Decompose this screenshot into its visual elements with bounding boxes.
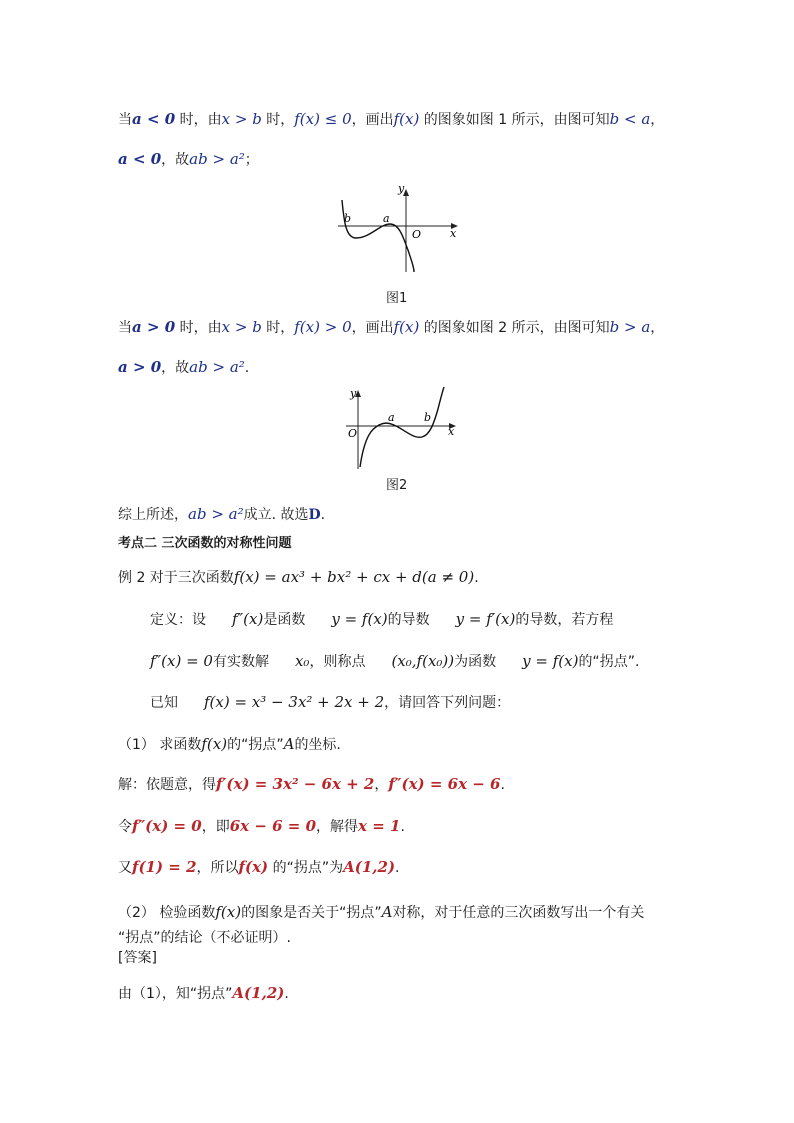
- math-y-fx: y = f(x): [522, 652, 579, 670]
- label-x: x: [450, 227, 457, 240]
- math-ab-gt-a2: ab > a²: [188, 505, 244, 523]
- math-f-prime: f′(x) = 3x² − 6x + 2: [216, 775, 375, 793]
- text: ，解得: [316, 819, 359, 835]
- math-fx: f(x): [215, 903, 242, 921]
- section-heading: 考点二 三次函数的对称性问题: [118, 536, 292, 551]
- text: （2） 检验函数: [118, 905, 216, 921]
- label-y: y: [350, 387, 357, 400]
- text: 的导数: [387, 612, 430, 628]
- case1-line2: [118, 148, 259, 171]
- math-point: (x₀,f(x₀)): [391, 652, 455, 670]
- text: ，故: [161, 360, 190, 376]
- text: 当: [118, 112, 132, 128]
- text: ，: [374, 777, 389, 793]
- text: ，: [650, 112, 665, 128]
- math-fx-gt-0: f(x) > 0: [294, 318, 352, 336]
- final-line: [118, 982, 289, 1005]
- text: 由（1），知“拐点”: [118, 986, 233, 1002]
- text: 例 2 对于三次函数: [118, 570, 234, 586]
- math-point-A: A(1,2): [232, 984, 285, 1002]
- text: 的“拐点”.: [578, 654, 640, 670]
- label-origin: O: [348, 427, 358, 440]
- question-1: [118, 733, 341, 756]
- math-given-function: f(x) = x³ − 3x² + 2x + 2: [204, 693, 385, 711]
- text: 的图象如图 1 所示，由图可知: [419, 112, 610, 128]
- math-f-second: f″(x) = 6x − 6: [388, 775, 501, 793]
- math-ab-gt-a2: ab > a²: [189, 358, 245, 376]
- math-a-gt-0: a > 0: [132, 318, 176, 336]
- math-fx: f(x): [238, 858, 269, 876]
- known-line: [150, 691, 510, 714]
- text: 定义：设: [150, 612, 206, 628]
- math-f-second-eq-0: f″(x) = 0: [132, 817, 202, 835]
- question-2-line1: [118, 901, 644, 924]
- text: 的“拐点”: [227, 737, 284, 753]
- label-x: x: [448, 425, 455, 438]
- text: 又: [118, 860, 132, 876]
- text: .: [244, 360, 250, 376]
- text: 有实数解: [212, 654, 269, 670]
- definition-line2: [150, 650, 639, 673]
- math-point-A: A(1,2): [343, 858, 396, 876]
- text: 时，: [261, 320, 295, 336]
- text: ，请回答下列问题：: [384, 695, 511, 711]
- curve-2: [360, 387, 444, 467]
- text: 时，: [261, 112, 295, 128]
- math-A: A: [283, 735, 295, 753]
- math-x-eq-1: x = 1: [358, 817, 401, 835]
- text: ，画出: [351, 112, 394, 128]
- label-origin: O: [412, 228, 422, 241]
- text: 的坐标.: [294, 737, 341, 753]
- text: 时，由: [175, 112, 222, 128]
- summary-line: [118, 503, 325, 526]
- figure-1-caption: 图1: [386, 291, 408, 306]
- figure-2-caption: 图2: [386, 478, 408, 493]
- math-x-gt-b: x > b: [221, 110, 262, 128]
- text: .: [500, 777, 505, 793]
- definition-line1: [150, 608, 613, 631]
- math-f-second: f″(x): [232, 610, 264, 628]
- text: ，即: [201, 819, 230, 835]
- text: ，所以: [196, 860, 239, 876]
- label-y: y: [398, 182, 405, 195]
- math-y-fprime: y = f′(x): [455, 610, 516, 628]
- math-a-lt-0: a < 0: [132, 110, 176, 128]
- solution-line3: [118, 856, 400, 879]
- text: 已知: [150, 695, 178, 711]
- math-fx-le-0: f(x) ≤ 0: [294, 110, 352, 128]
- text: ，则称点: [309, 654, 366, 670]
- case2-line1: [118, 316, 664, 339]
- text: 的图象如图 2 所示，由图可知: [419, 320, 610, 336]
- case2-line2: [118, 356, 249, 379]
- text: ；: [244, 152, 259, 168]
- text: 成立. 故选: [243, 507, 309, 523]
- math-b-lt-a: b < a: [609, 110, 651, 128]
- text: ，: [650, 320, 665, 336]
- text: .: [284, 986, 289, 1002]
- answer-d: D: [308, 507, 321, 523]
- text: 对称，对于任意的三次函数写出一个有关: [392, 905, 645, 921]
- label-a: a: [383, 212, 390, 225]
- example-2-line: [118, 566, 479, 589]
- text: 综上所述，: [118, 507, 188, 523]
- text: 的图象是否关于“拐点”: [241, 905, 382, 921]
- math-f-second-eq-0: f″(x) = 0: [150, 652, 213, 670]
- math-b-gt-a: b > a: [609, 318, 651, 336]
- math-a-lt-0: a < 0: [118, 150, 162, 168]
- math-y-fx: y = f(x): [331, 610, 388, 628]
- question-2-line2: “拐点”的结论（不必证明）.: [118, 930, 291, 946]
- text: .: [395, 860, 400, 876]
- answer-label: [答案]: [118, 950, 157, 966]
- math-fx: f(x): [393, 318, 420, 336]
- text: ，故: [161, 152, 190, 168]
- solution-line2: [118, 815, 405, 838]
- label-a: a: [388, 411, 395, 424]
- text: ，画出: [351, 320, 394, 336]
- math-x-gt-b: x > b: [221, 318, 262, 336]
- text: 为函数: [454, 654, 497, 670]
- math-A: A: [381, 903, 393, 921]
- text: 当: [118, 320, 132, 336]
- text: .: [474, 570, 479, 586]
- math-x0: x₀: [294, 652, 310, 670]
- curve-1: [342, 200, 414, 272]
- text: 令: [118, 819, 132, 835]
- label-b: b: [344, 212, 352, 225]
- text: 时，由: [175, 320, 222, 336]
- text: 的导数，若方程: [515, 612, 614, 628]
- text: .: [320, 507, 326, 523]
- figure-2: [336, 383, 464, 471]
- solution-line1: [118, 773, 505, 796]
- math-a-gt-0: a > 0: [118, 358, 162, 376]
- math-ab-gt-a2: ab > a²: [189, 150, 245, 168]
- text: 是函数: [263, 612, 306, 628]
- text: 解：依题意，得: [118, 777, 216, 793]
- text: （1） 求函数: [118, 737, 202, 753]
- math-f1-eq-2: f(1) = 2: [132, 858, 197, 876]
- case1-line1: [118, 108, 664, 131]
- text: .: [400, 819, 405, 835]
- math-fx: f(x): [393, 110, 420, 128]
- text: 的“拐点”为: [268, 860, 344, 876]
- math-equation: 6x − 6 = 0: [229, 817, 317, 835]
- label-b: b: [424, 411, 432, 424]
- figure-1: [334, 182, 464, 274]
- math-fx: f(x): [201, 735, 228, 753]
- math-cubic-function: f(x) = ax³ + bx² + cx + d(a ≠ 0): [233, 568, 475, 586]
